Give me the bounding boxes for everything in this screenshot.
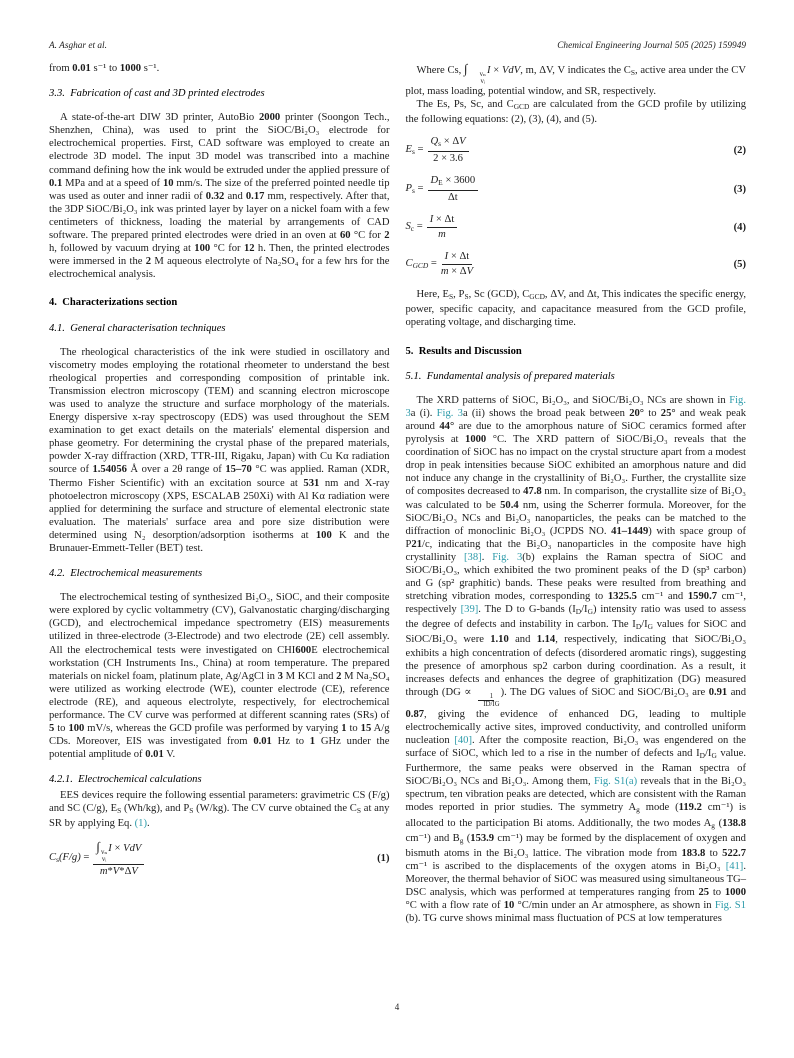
running-author: A. Asghar et al. [49,41,107,51]
section-heading-3-3: 3.3. Fabrication of cast and 3D printed electrodes [49,88,265,100]
paragraph-here-definitions: Here, ES, PS, Sc (GCD), CGCD, ΔV, and Δt, This indicates the specific energy, power, specific capacity, and capacitance measured from the GCD profile, operating voltage, and discharging time. [405,289,746,329]
equation-5-fraction: $\frac{I \times \Delta t}{m \times \Delta V}$ [440,251,474,278]
ref-link[interactable]: Fig. 3 [436,407,463,419]
equation-2 [406,136,747,165]
equation-2-fraction: $\frac{Qs \times \Delta V}{2 \times 3.6}$ [428,136,469,165]
paragraph-electrochemical-measurements: The electrochemical testing of synthesized Bi₂O₃, SiOC, and their composite were explored by cyclic voltammetry (CV), Galvanostatic charging/discharging (GCD), and electrochemical impedance spectrometry (EIS) measurements utilized in three-electrode (3-Electrode) and two electrode (2E) cell assembly. All the electrochemical tests were investigated on CHI600E electrochemical workstation (CH Instruments Ins., China) at room temperature. The prepared materials on nickel foam, platinum plate, Ag/AgCl in 3 M KCl and 2 M Na₂SO₄ were utilized as working electrode (WE), counter electrode (CE), reference electrode (RE), and aqueous electrolyte, respectively, for electrochemical performance. The CV curve was performed at different scanning rates (SRs) of 5 to 100 mV/s, whereas the GCD profile was performed by varying 1 to 15 A/g CDs. Moreover, EIS was investigated from 0.01 Hz to 1 GHz under the potential amplitude of 0.01 V. [49,592,390,761]
section-heading-4-2-1: 4.2.1. Electrochemical calculations [49,774,202,786]
inline-fraction: vₙ vᵢ [100,848,108,863]
page-number: 4 [394,1002,400,1012]
equation-3-number: (3) [733,184,746,196]
paragraph-es-ps-sc: The Es, Ps, Sc, and CGCD are calculated from the GCD profile by utilizing the following equations: (2), (3), (4), and (5). [405,99,746,126]
equation-3-lhs: Ps = [405,183,424,196]
equation-4-lhs: Sc = [405,221,423,234]
ref-link[interactable]: Fig. 3 [405,394,746,419]
section-heading-5: 5. Results and Discussion [405,345,522,357]
paragraph-characterisation: The rheological characteristics of the ink were studied in oscillatory and viscometry modes employing the rotational rheometer to understand the best rheological properties and corresponding composition of printable ink. Transmission electron microscopy (TEM) and scanning electron microscope was used to analyze the structure and surface morphology of the materials. Energy dispersive x-ray spectroscopy (EDS) was used throughout the SEM examination to get exact details on the materials' elemental dispersion and phase geometry. For determining the crystal phase of the prepared materials, powder X-ray diffraction (XRD, TTR-III, Rigaku, Japan) with Cu Kα radiation source of 1.54056 Å over a 2θ range of 15–70 °C was applied. Raman (XDR, Thermo Fisher Scientific) with an excitation source at 531 nm and X-ray photoelectron microscopy (XPS, ESCALAB 250Xi) with Al Kα radiation were applied for determining the surface and structure of elemental electronic state evaluation. The materials' surface area and pore size distribution were determined using N₂ desorption/adsorption isotherms at 100 K and the Brunauer-Emmett-Teller (BET) test. [49,346,390,554]
equation-1-lhs: Cs(F/g) = [49,852,90,865]
equation-1 [49,840,390,878]
equation-2-lhs: Es = [405,144,424,157]
section-heading-4: 4. Characterizations section [49,297,178,309]
equation-4-number: (4) [733,222,746,234]
ref-link[interactable]: [40] [454,735,472,746]
paragraph-xrd-raman: The XRD patterns of SiOC, Bi₂O₃, and SiOC/Bi₂O₃ NCs are shown in Fig. 3a (i). Fig. 3a (ii) shows the broad peak between 20° to 25° and weak peak around 44° are due to the amorphous nature of SiOC ceramics formed after pyrolysis at 1000 °C. The XRD pattern of SiOC/Bi₂O₃ reveals that the coordination of SiOC has no impact on the crystal structure apart from a modest drop in peak intensities because SiOC exhibited an amorphous nature and did not induce any change in the crystallinity of Bi₂O₃. Further, the crystallite size of composites decreased to 47.8 nm. In comparison, the crystallite size of Bi₂O₃ was calculated to be 50.4 nm, using the Scherrer formula. Moreover, for the SiOC/Bi₂O₃ NCs and Bi₂O₃ nanoparticles, the peaks can be matched to the diffraction of monoclinic Bi₂O₃ (JCPDS NO. 41–1449) with space group of P21/c, indicating that the Bi₂O₃ nanoparticles in the composite have high crystallinity [38]. Fig. 3(b) explains the Raman spectra of SiOC and SiOC/Bi₂O₃, which exhibited the two prominent peaks of the D (sp³ carbon) and G (sp² graphitic) bands. These peaks were resulted from breathing and stretching vibration modes, corresponding to 1325.5 cm⁻¹ and 1590.7 cm⁻¹, respectively [39]. The D to G-bands (ID/IG) intensity ratio was used to assess the degree of defects and instability in carbon. The ID/IG values for SiOC and SiOC/Bi₂O₃ were 1.10 and 1.14, respectively, indicating that SiOC/Bi₂O₃ exhibits a high concentration of defects (disordered aromatic rings), suggesting the presence of amorphous sp2 carbon during coordination. As a result, it increases defects and enhances the degree of graphitization (DG) measured through (DG ∝ $\frac{1}{ID/IG}$ ). The DG values of SiOC and SiOC/Bi₂O₃ are 0.91 and 0.87, giving the evidence of enhanced DG, leading to multiple electrochemically active sites, improved conductivity, and controlled uniform nucleation [40]. After the composite reaction, Bi₂O₃ was engendered on the surface of SiOC, which led to a rise in the number of defects and ID/IG value. Furthermore, the same peaks were observed in the Raman spectra of SiOC/Bi₂O₃ NCs and Bi₂O₃. Among them, Fig. S1(a) reveals that in the Bi₂O₃ spectrum, ten vibration peaks are detected, which are consistent with the Raman modes reported in prior studies. The symmetry Ag mode (119.2 cm⁻¹) is allocated to the participation Bi atoms. Additionally, the two modes Ag (138.8 cm⁻¹) and Bg (153.9 cm⁻¹) may be formed by the displacement of oxygen and bismuth atoms in the Bi₂O₃ lattice. The vibration mode from 183.8 to 522.7 cm⁻¹ is ascribed to the displacements of the oxygen atoms in Bi₂O₃ [41]. Moreover, the thermal behavior of SiOC was measured using simultaneous TG–DSC analysis, which was performed at temperatures ranging from 25 to 1000 °C with a flow rate of 10 °C/min under an Ar atmosphere, as shown in Fig. S1 (b). TG curve shows minimal mass fluctuation of PCS at low temperatures [405,394,747,925]
equation-3 [406,175,747,204]
ref-link[interactable]: [39] [460,604,479,616]
ref-link[interactable]: Fig. 3 [492,551,523,563]
equation-5-number: (5) [733,259,746,271]
equation-5 [406,251,747,278]
paragraph-where-cs: Where Cs, ∫ vₙ vᵢ I × VdV, m, ΔV, V indicates the CS, active area under the CV plot, mass loading, potential window, and SR, respectively. [405,61,746,97]
equation-4-fraction: $\frac{I \times \Delta t}{m}$ [427,214,458,241]
paragraph-fabrication: A state-of-the-art DIW 3D printer, AutoBio 2000 printer (Soongon Tech., Shenzhen, China), was used to print the SiOC/Bi₂O₃ electrode for electrochemical properties. First, CAD software was employed to create an electrode 3D model. The input 3D model was transcribed into a machine command defining how the ink would be extruded under the applied pressure of 0.1 MPa and at a speed of 10 mm/s. The size of the preferred pointed needle tip was used as outer and inner radii of 0.32 and 0.17 mm, respectively. After that, the 3DP SiOC/Bi₂O₃ ink was printed layer by layer on a nickel foam with a few centimeters of thickness, loading the material by arrangements of CAD software. The prepared printed electrodes were dried in an oven at 60 °C for 2 h, followed by vacuum drying at 100 °C for 12 h. Then, the printed electrodes were immersed in the 2 M aqueous electrolyte of Na₂SO₄ for a few hrs for the electrochemical analysis. [49,112,390,281]
equation-3-fraction: $\frac{DE \times 3600}{\Delta t}$ [428,175,479,204]
section-heading-4-1: 4.1. General characterisation techniques [49,322,226,334]
section-heading-4-2: 4.2. Electrochemical measurements [49,568,203,580]
left-column [49,62,390,925]
ref-link[interactable]: [38] [464,551,482,563]
running-journal-title: Chemical Engineering Journal 505 (2025) 159949 [557,41,746,51]
ref-link[interactable]: Fig. S1 [714,900,746,912]
equation-1-number: (1) [377,853,390,865]
ref-link[interactable]: (1) [134,817,147,829]
paragraph-electrochemical-calculations: EES devices require the following essential parameters: gravimetric CS (F/g) and SC (C/g), ES (Wh/kg), and PS (W/kg). The CV curve obtained the CS at any SR by applying Eq. (1). [49,789,390,829]
section-heading-5-1: 5.1. Fundamental analysis of prepared materials [405,370,615,382]
equation-5-lhs: CGCD = [405,258,437,271]
inline-fraction: vₙ vᵢ [479,71,486,85]
equation-2-number: (2) [733,145,746,157]
continued-text: from 0.01 s⁻¹ to 1000 s⁻¹. [49,63,160,74]
page-body [49,62,746,925]
inline-fraction: $\frac{1}{ID/IG}$ [472,693,499,708]
right-column [406,62,747,925]
ref-link[interactable]: Fig. S1(a) [594,776,638,788]
equation-1-fraction: ∫ vₙ vᵢ I × VdV m*V*ΔV [93,840,144,878]
equation-4 [406,214,747,241]
ref-link[interactable]: [41] [725,860,744,872]
page-header [49,41,746,51]
